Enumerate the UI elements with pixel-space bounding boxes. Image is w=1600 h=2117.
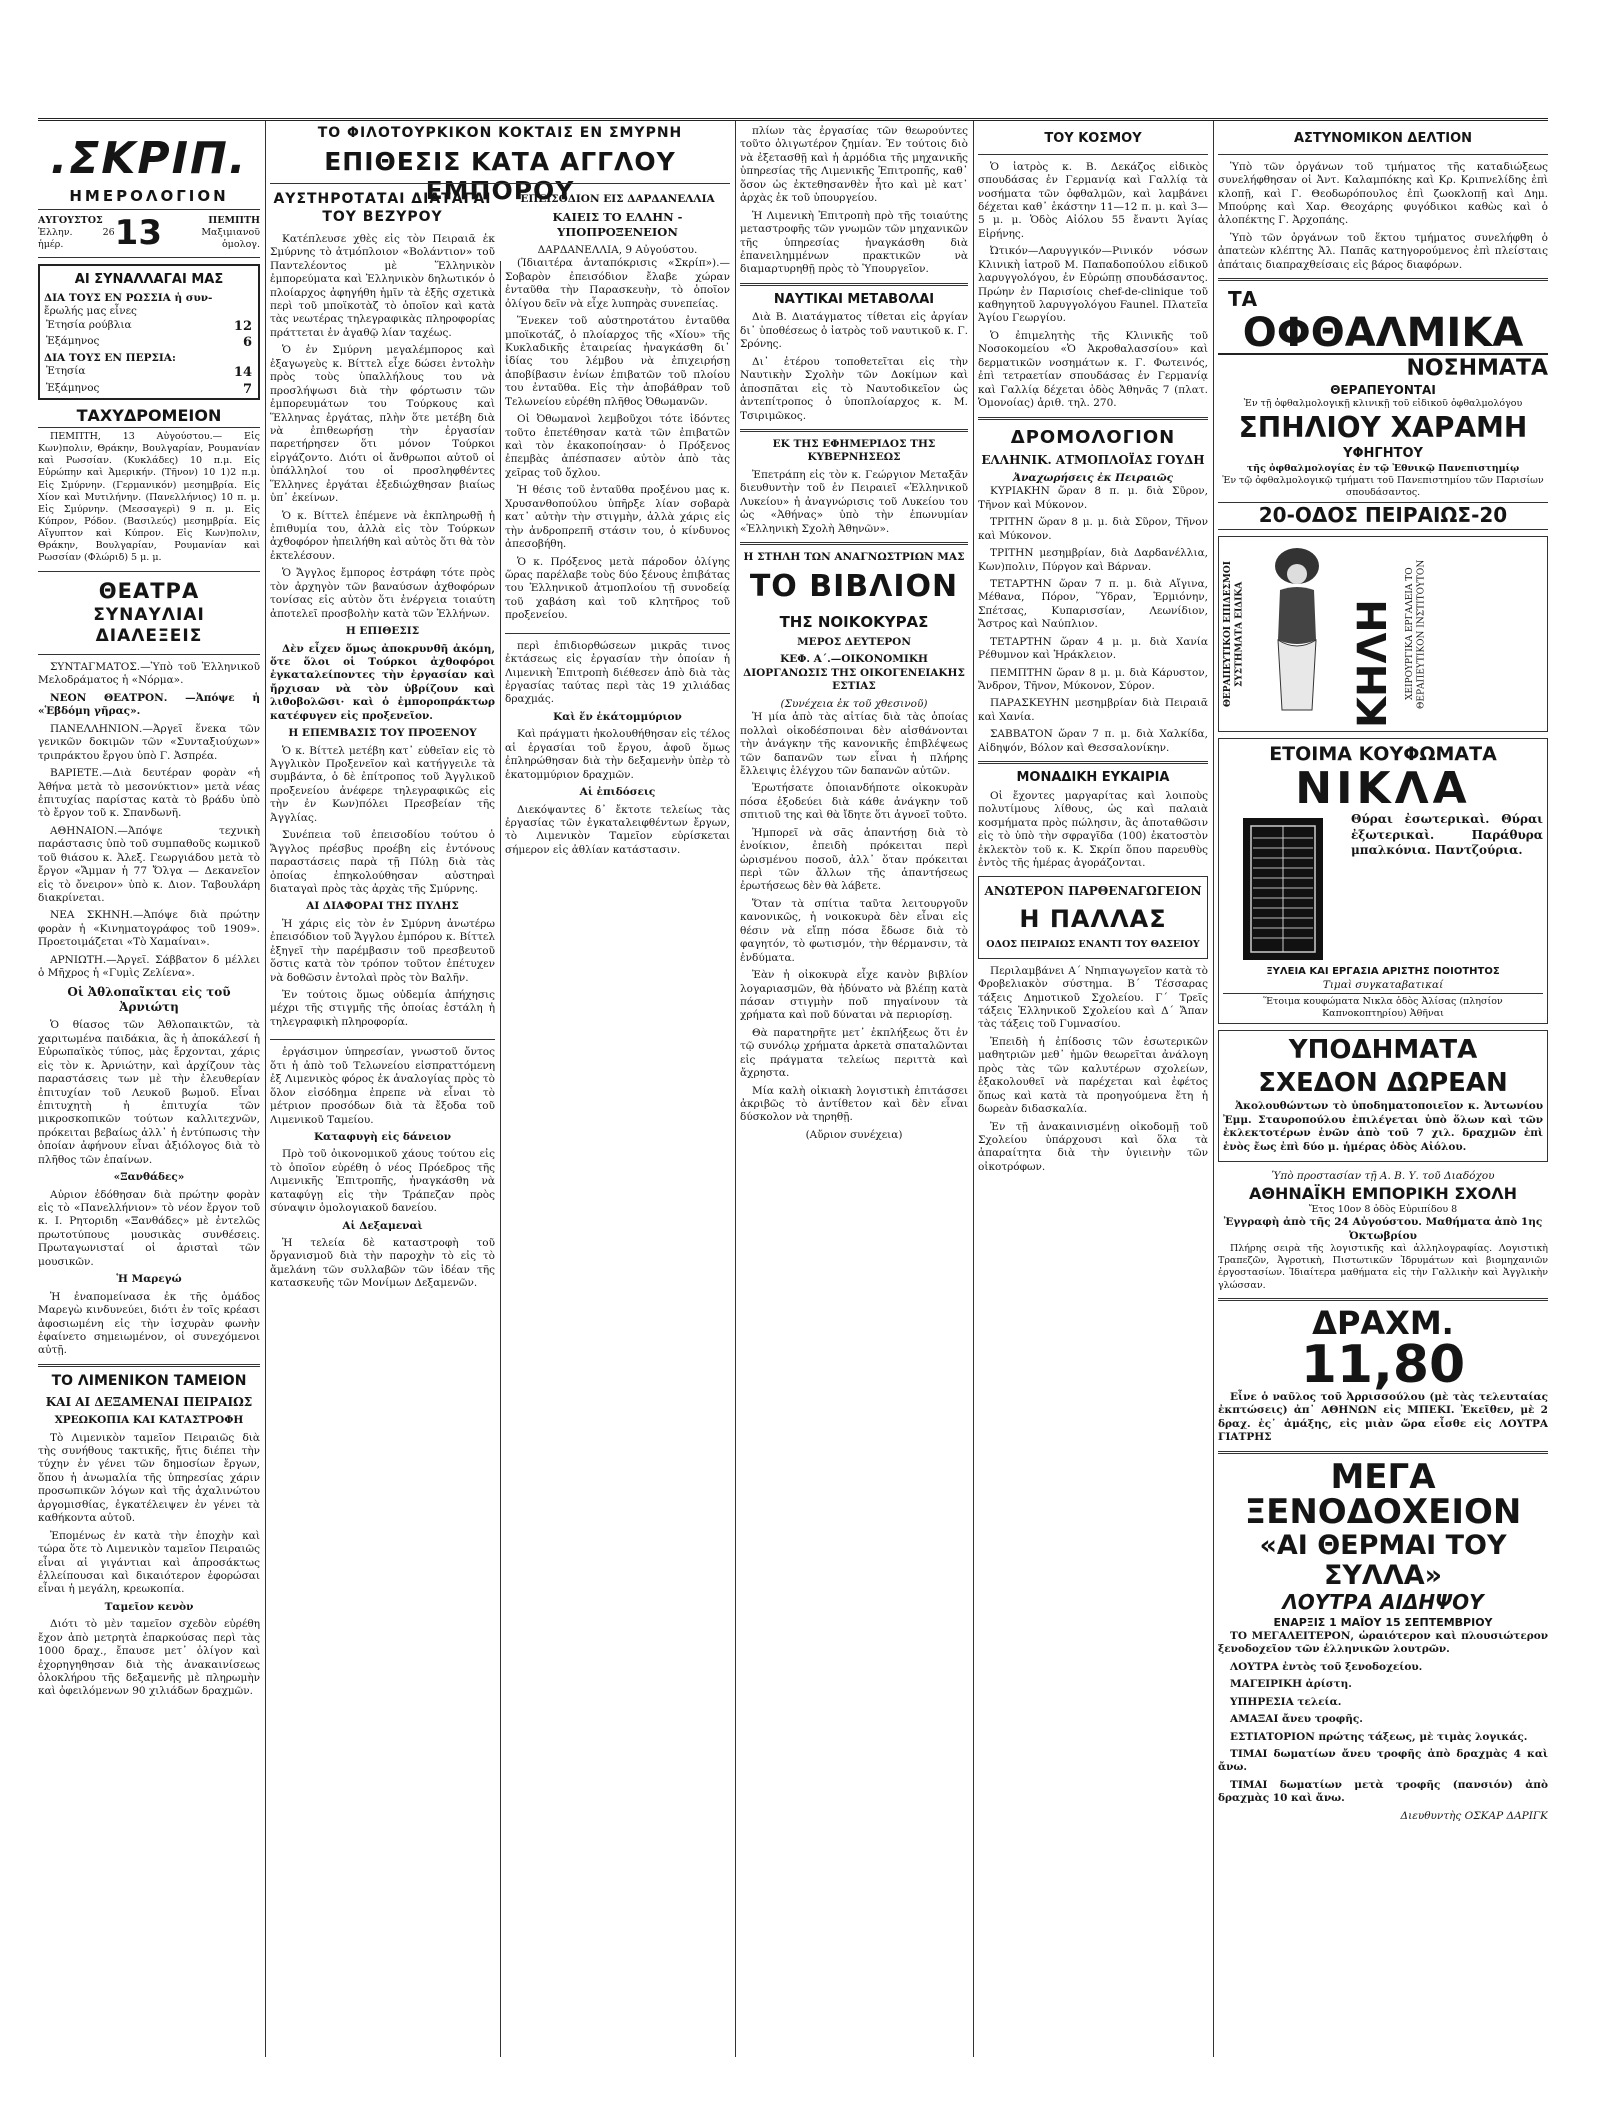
russia-label: ΔΙΑ ΤΟΥΣ ΕΝ ΡΩΣΣΙΑ ἡ συν- [44,291,213,304]
tameion-sub3: Ταμεῖον κενὸν [104,1600,194,1613]
rate-row: Ἐτησία 14 [46,365,252,381]
ypodimata-heading: ΥΠΟΔΗΜΑΤΑ [1288,1034,1478,1065]
enarxis: ΕΝΑΡΞΙΣ 1 ΜΑΪΟΥ 15 ΣΕΠΤΕΜΒΡΙΟΥ [1273,1615,1493,1629]
article-text: ἐργάσιμον ὑπηρεσίαν, γνωστοῦ ὄντος ὅτι ἡ ἀπὸ τοῦ Τελωνείου εἰσπραττόμενη ἐξ Λιμενικὸς φόρος ἐκ ἀναλογίας πρὸς τὸ ὅλον εἰσόδημα ἐπρεπε νὰ εἶναι τὸ μέτριον προσόδων διὰ τὰ ἔξοδα τοῦ Λιμενικοῦ Ταμείου. [270,1046,495,1126]
figure-illustration [1252,540,1342,720]
scholi-text: Πλήρης σειρὰ τῆς λογιστικῆς καὶ ἀλληλογραφίας. Λογιστικὴ Τραπεζῶν, Ἀγροτικὴ, Πιστωτικῶν Ἱδρυμάτων καὶ βιομηχανιῶν ἐργοστασίων. Ἰδιαίτερα μαθήματα εἰς τὴν Γαλλικὴν καὶ Ἀγγλικὴν γλώσσαν. [1218,1243,1548,1291]
article-text: Διὰ Β. Διατάγματος τίθεται εἰς ἀργίαν δι᾽ ὑποθέσεως ὁ ἰατρὸς τοῦ ναυτικοῦ κ. Γ. Σρόνης. [740,311,968,351]
spilios-text: τῆς ὀφθαλμολογίας ἐν τῷ Ἐθνικῷ Πανεπιστημίῳ [1246,462,1520,474]
dateline [38,209,260,259]
article-text: Ἡ Λιμενικὴ Ἐπιτροπὴ πρὸ τῆς τοιαύτης μεταστροφῆς τῶν γνωμῶν τῶν μηχανικῶν τῆς ὑπηρεσίας ἠναγκάσθη διὰ ἐπανειλημμένων πρακτικῶν νὰ διαμαρτυρηθῇ πρὸς τὸ Ὑπουργεῖον. [740,209,968,276]
price-heading: 11,80 [1300,1334,1466,1395]
astynomikon-heading: ΑΣΤΥΝΟΜΙΚΟΝ ΔΕΛΤΙΟΝ [1293,131,1473,146]
dorean-heading: ΣΧΕΔΟΝ ΔΩΡΕΑΝ [1258,1068,1508,1099]
theatre-listing: ΠΑΝΕΛΛΗΝΙΟΝ.—Ἀργεῖ ἕνεκα τῶν γενικῶν δοκιμῶν τῶν «Συνταξιούχων» τριπράκτου ἔργου ὑπὸ Γ. Ἀσπρέα. [38,722,260,762]
article-text: Διεκόψαντες δ᾽ ἔκτοτε τελείως τὰς ἐργασίας τῶν ἐγκαταλειφθέντων ἔργων, τὸ Λιμενικὸν Ταμεῖον εὑρίσκεται σήμερον εἰς ἀθλίαν κατάστασιν. [505,803,730,856]
tameion-text: Διότι τὸ μὲν ταμεῖον σχεδὸν εὑρέθη ἔχον ἀπὸ μετρητὰ ἐπαρκούσας περὶ τὰς 1000 δραχ., ἔπαυσε μετ᾽ ὀλίγον καὶ ἐχορηγηθησαν διὰ τὴς ἀνακαινίσεως ὁλοκλήρου τῆς δεξαμενῆς μὲ πληρωμὴν καὶ ὀφειλόμενων 90 χιλιάδων δραχμῶν. [38,1618,260,1698]
route-item: ΤΡΙΤΗΝ ὥραν 8 μ. μ. διὰ Σῦρον, Τῆνον καὶ Μύκονον. [978,516,1208,542]
xenodocheion-item: ΤΟ ΜΕΓΑΛΕΙΤΕΡΟΝ, ὡραιότερον καὶ πλουσιώτερον ξενοδοχεῖον τῶν ἑλληνικῶν λουτρῶν. [1218,1629,1548,1656]
article-text: Ἠμπορεῖ νὰ σᾶς ἀπαντήσῃ διὰ τὸ ἐνοίκιον, ἐπειδὴ πρόκειται περὶ ὡρισμένου ποσοῦ, ἀλλ᾽ ὅταν πρόκειται περὶ τῶν ἄλλων τῆς ἀπαντήσεως ἐρωτήσεως δὲν θὰ λάβετε. [740,826,968,893]
mariou-text: Ἡ ἐναπομείνασα ἐκ τῆς ὁμάδος Μαρεγὼ κινδυνεύει, διότι ἐν τοῖς κρέασι ἀφοσιωμένη εἰς τὴν ἰσχυρὰν φωνὴν ἐφαίνετο σημειωμένον, οἱ συνεχόμενοι αὐτῇ. [38,1290,260,1357]
article-text: Μία καλὴ οἰκιακὴ λογιστικὴ ἐπιτάσσει ἀκριβῶς τὸ ἀντίθετον καὶ δὲν εἶναι δύσκολον νὰ τηρηθῇ. [740,1084,968,1124]
rates-box [38,264,260,400]
subheading: Αἱ ἐπιδόσεις [579,786,656,799]
route-item: ΣΑΒΒΑΤΟΝ ὥραν 7 π. μ. διὰ Χαλκίδα, Αἰδηψόν, Βόλον καὶ Θεσσαλονίκην. [978,728,1208,754]
xanthe-text: Αὐριον ἐδόθησαν διὰ πρώτην φορὰν εἰς τὸ «Πανελλήνιον» τὸ νέον ἔργον τοῦ κ. Ι. Ρητοριδη «Ξανθάδες» μὲ ἐντελῶς πρωτοτύπους μουσικὰς συνθέσεις. Πρωταγωνισταί οἱ ἀρισταὶ τῶν μουσικῶν. [38,1188,260,1268]
nikla-side-text: Θύραι ἐσωτερικαὶ. Θύραι ἐξωτερικαὶ. Παράθυρα μπαλκόνια. Παντζούρια. [1351,812,1543,858]
article-text: Καὶ πράγματι ἠκολουθήθησαν εἰς τέλος αἱ ἐργασίαι τοῦ ἔργου, ἀφοῦ ὅμως ἐπληρώθησαν διὰ τὴν δεξαμενὴν ὑπὲρ τὸ ἑκατομμύριον δραχμῶν. [505,728,730,781]
article-text: Δι᾽ ἑτέρου τοποθετεῖται εἰς τὴν Ναυτικὴν Σχολὴν τῶν Δοκίμων καὶ ἀποσπᾶται εἰς τὸ Ναυτοδικεῖον ὡς ἀντεπίτροπος ὁ ὑποπλοίαρχος κ. Μ. Τσιριμῶκος. [740,355,968,422]
column-rule [1213,121,1214,2057]
column-rule [265,1231,266,2057]
article-text: Θὰ παρατηρῆτε μετ᾽ ἐκπλήξεως ὅτι ἐν τῷ συνόλῳ χρήματα ἀρκετὰ σπαταλῶνται εἰς πράγματα τελείως περιττὰ καὶ ἄχρηστα. [740,1026,968,1080]
article-text: περὶ ἐπιδιορθώσεων μικρᾶς τινος ἐκτάσεως εἰς ἐργασίαν τὴν ὁποίαν ἡ Λιμενικὴ Ἐπιτροπὴ διέθεσεν ἀπὸ διὰ τὰς ἐργασίας ταύτας περὶ τὰς 19 χιλιάδας δραχμάς. [505,639,730,706]
article-text: Ἐπετράπη εἰς τὸν κ. Γεώργιον Μεταξᾶν διευθυντὴν τοῦ ἐν Πειραιεῖ «Ἑλληνικοῦ Λυκείου» ἡ ἀναγνώρισις τοῦ Λυκείου του ὡς «Ἀθήνας» ὑπὸ τὴν ἐπωνυμίαν «Ἑλληνικὴ Σχολὴ Ἀθηνῶν». [740,468,968,535]
theatre-heading: ΘΕΑΤΡΑ [98,578,200,603]
rate-row: Ἑξάμηνος 6 [46,335,252,351]
xenodocheion-ad [1218,1456,1548,1824]
route-item: ΤΕΤΑΡΤΗΝ ὥραν 4 μ. μ. διὰ Χανία Ρέθυμνον καὶ Ἡράκλειον. [978,635,1208,662]
article-text: Ὁ ἐν Σμύρνη μεγαλέμπορος καὶ ἐξαγωγεὺς κ. Βίττελ εἶχε δώσει ἐντολὴν πρὸς τοὺς ὑπαλλήλους του νὰ προσλήψωσι διὰ τὴν φόρτωσιν τῶν ἐμπορευμάτων του Τούρκους καὶ Ἕλληνας ἐργάτας, πλὴν ὅτε μετέβη διὰ νὰ ἐπιθεωρήσῃ τὴν ἐργασίαν παρετήρησεν ὅτι μόνον Τούρκοι εἰργάζοντο. Διότι οἱ ἄνθρωποι αὐτοῦ οἱ ὑπάλληλοί του οἱ προσληφθέντες Ἕλληνες ἐργάται ἐξεδιώχθησαν βιαίως ὑπ᾽ ἐκείνων. [270,344,495,505]
days-note-right: Μαξιμιανοῦ ὁμολογ. [201,227,260,251]
route-item: ΠΑΡΑΣΚΕΥΗΝ μεσημβρίαν διὰ Πειραιᾶ καὶ Χανία. [978,697,1208,723]
xenodocheion-item: ΑΜΑΞΑΙ ἄνευ τροφῆς. [1230,1713,1363,1726]
weekday-label: ΠΕΜΠΤΗ [208,215,260,227]
article-text: Ὁ Ἄγγλος ἔμπορος ἐστράφη τότε πρὸς τὸν ἀρχηγὸν τῶν βαναύσων ἀχθοφόρων τονίσας εἰς αὐτὸν ὅτι ἐνέργεια τοιαύτη ἀποτελεῖ προσβολὴν κατὰ τῶν Ἑλλήνων. [270,567,495,620]
ad-text: Ὁ ἰατρὸς κ. Β. Δεκάζος εἰδικὸς σπουδάσας ἐν Γερμανίᾳ καὶ Γαλλίᾳ τὰ νοσήματα τῶν ὀφθαλμῶν, καὶ λαμβάνει δέχεται καθ᾽ ἑκάστην 11—12 π. μ. καὶ 3—5 μ. μ. Ὁδὸς Αἰόλου 55 ἔναντι Ἁγίας Εἰρήνης. [978,160,1208,240]
newspaper-sheet [38,118,1548,2057]
xanthe-heading: «Ξανθάδες» [113,1171,185,1184]
theatre-body: Ὁ θίασος τῶν Ἀθλοπαικτῶν, τὰ χαριτωμένα παιδάκια, ἃς ἡ ἀποκάλεσί ἡ Εὐρωπαϊκὸς τύπος, μὰς ἔρχονται, χάρις εἰς τὸν κ. Ἀρνιώτην, καὶ ἀρχίζουν τὰς παραστάσεις των μὲ τὴν ἐλευθερίαν ἐπιτυχίαν τοῦ Λευκοῦ βωμοῦ. Εἶναι ἐπιτυχητὴ ἡ ἐπιτυχία τῶν μικροσκοπικῶν τούτων καλλιτεχνῶν, πρόκειται βεβαίως ἀλλ᾽ ἡ ἐντύπωσις τὴν ὁποίαν ἀφήνουν εἶναι ἀξιόλογος διὰ τὸ πλῆθος τῶν ἐπαίνων. [38,1019,260,1166]
akili-heading: ΚΗΛΗ [1350,599,1397,728]
article-text: Ἐν τούτοις ὅμως οὐδεμία ἀπήχησις μέχρι τῆς στιγμῆς τῆς ὁποίας ἐστάλη ἡ τηλεγραφικὴ πληροφορία. [270,989,495,1028]
scholi-heading: ΑΘΗΝΑΪΚΗ ΕΜΠΟΡΙΚΗ ΣΧΟΛΗ [1249,1183,1517,1203]
xenodocheion-heading: ΜΕΓΑ ΞΕΝΟΔΟΧΕΙΟΝ [1244,1456,1522,1533]
article-text: Συνέπεια τοῦ ἐπεισοδίου τούτου ὁ Ἄγγλος πρέσβυς προέβη εἰς ἐντόνους παραστάσεις παρὰ τῇ Πύλῃ διὰ τὰς ὁποίας ἐπηκολούθησαν αὐστηραὶ διαταγαὶ πρὸς τὰς ἀρχὰς τῆς Σμύρνης. [270,829,495,895]
rates-heading: ΑΙ ΣΥΝΑΛΛΑΓΑΙ ΜΑΣ [40,272,258,289]
dromologion-sub: ΕΛΛΗΝΙΚ. ΑΤΜΟΠΛΟΪΑΣ ΓΟΥΔΗ [981,452,1205,467]
article-text: (Ἰδιαιτέρα ἀνταπόκρισις «Σκρίπ»).—Σοβαρὸν ἐπεισόδιον ἔλαβε χώραν ἐνταῦθα τὴν Παρασκευὴν, τὸ ὁποῖον ὀλίγου δεῖν νὰ εἶχε λυπηρὰς συνεπείας. [505,257,730,310]
signature: Διευθυντὴς ΟΣΚΑΡ ΔΑΡΙΓΚ [1400,1809,1548,1822]
nosimata-heading: ΝΟΣΗΜΑΤΑ [1406,355,1548,381]
article-text: Ἐὰν ἡ οἰκοκυρὰ εἶχε κανὸν βιβλίον λογαριασμῶν, θὰ ἠδύνατο νὰ βλέπῃ κατὰ πάσαν στιγμὴν ποῦ πηγαίνουν τὰ χρήματα καὶ ποῦ δύναται νὰ περιορίσῃ. [740,969,968,1022]
day-number: 13 [114,212,162,253]
price-text: Εἶνε ὁ ναῦλος τοῦ Ἀρρισσούλου (μὲ τὰς τελευταίας ἐκπτώσεις) ἀπ᾽ ΑΘΗΝΩΝ εἰς ΜΠΕΚΙ. Ἐκεῖθεν, μὲ 2 δραχ. ἐς᾽ ἀμάξης, εἰς μιὰν ὥρα εἶσθε εἰς ΛΟΥΤΡΑ ΓΙΑΤΡΗΣ [1218,1390,1548,1444]
ypodimata-ad [1218,1030,1548,1162]
ad-text: Ὠτικόν—Λαρυγγικόν—Ρινικόν νόσων Κλινικὴ ἰατροῦ Μ. Παπαδοπούλου εἰδικοῦ λαρυγγολόγου, ἐν Εὐρώπῃ σπουδάσαντος. Πρώην ἐν Παρισίοις chef-de-clinique τοῦ καθηγητοῦ λαρυγγολόγου Faunel. Πλατεῖα Ἁγίου Γεωργίου. [978,245,1208,325]
ofthalmika-heading: ΟΦΘΑΛΜΙΚΑ [1218,313,1548,355]
therapevontai: ΘΕΡΑΠΕΥΟΝΤΑΙ [1330,382,1436,397]
nikla-heading: ΝΙΚΛΑ [1295,763,1471,815]
theatre-listing: ΣΥΝΤΑΓΜΑΤΟΣ.—Ὑπὸ τοῦ Ἑλληνικοῦ Μελοδράματος ἡ «Νόρμα». [38,661,260,687]
article-text: Ὑπὸ τῶν ὀργάνων τοῦ τμήματος τῆς καταδιώξεως συνελήφθησαν οἱ Ἀντ. Καλαμπόκης καὶ Κρ. Κριπνελίδης ἐπὶ κλοπῇ, καὶ Γ. Θεοδωρόπουλος ἐπὶ ζωοκλοπῇ καὶ Δημ. Μπούρης καὶ Χαρ. Θεοχάρης φυγόδικοι καθὼς καὶ ὁ ἀλοπέκτης Γ. Ἀρχοπάης. [1218,160,1548,227]
column-rule [265,121,266,1231]
pallas-ad [978,876,1208,958]
ta-heading: ΤΑ [1228,287,1258,312]
efimeris-heading: ΕΚ ΤΗΣ ΕΦΗΜΕΡΙΔΟΣ ΤΗΣ ΚΥΒΕΡΝΗΣΕΩΣ [772,437,936,464]
xenodocheion-item: ΤΙΜΑΙ δωματίων μετὰ τροφῆς (πανσιόν) ἀπὸ δραχμὰς 10 καὶ ἄνω. [1218,1778,1548,1805]
dromologion-heading: ΔΡΟΜΟΛΟΓΙΟΝ [1010,426,1176,448]
yfigitou: ΥΦΗΓΗΤΟΥ [1343,446,1423,462]
meros-heading: ΜΕΡΟΣ ΔΕΥΤΕΡΟΝ [797,636,911,649]
article-text: Ἡ θέσις τοῦ ἐνταῦθα προξένου μας κ. Χρυσανθοπούλου ὑπῆρξε λίαν σοβαρὰ κατ᾽ αὐτὴν τὴν στιγμὴν, ἀλλὰ χάρις εἰς τὴν ἀνδροπρεπῆ στάσιν του, ὁ κίνδυνος ἀπεσοβήθη. [505,484,730,551]
parthenagogeion-heading: ΑΝΩΤΕΡΟΝ ΠΑΡΘΕΝΑΓΩΓΕΙΟΝ [984,884,1202,899]
rate-row: Ἑξάμηνος 7 [46,381,252,397]
column-rule [973,121,974,2057]
loutra-heading: ΛΟΥΤΡΑ ΑΙΔΗΨΟΥ [1282,1590,1484,1615]
thermai-heading: «ΑΙ ΘΕΡΜΑΙ ΤΟΥ ΣΥΛΛΑ» [1259,1529,1507,1591]
nikla-address: Ἕτοιμα κουφώματα Νικλα ὁδὸς Ἀλίσας (πλησίον Καπνοκοπτηρίου) Ἀθῆναι [1223,993,1543,1020]
koufomata-heading: ΕΤΟΙΜΑ ΚΟΥΦΩΜΑΤΑ [1269,742,1497,765]
month-label: ΑΥΓΟΥΣΤΟΣ [38,215,103,227]
article-text: Ὅταν τὰ σπίτια ταῦτα λειτουργοῦν κανονικῶς, ἡ νοικοκυρὰ δὲν εἶναι εἰς θέσιν νὰ εἴπῃ πόσα ἔδωσε διὰ τὸ φαγητόν, τὸ φωτισμόν, τὴν θέρμανσιν, τὰ ἐνδύματα. [740,897,968,964]
ad-text: Ἐν τῇ ἀνακαινισμένῃ οἰκοδομῇ τοῦ Σχολείου ὑπάρχουσι καὶ ὅλα τὰ ἀπαραίτητα διὰ τὴν ὑγιεινὴν τῶν οἰκοτρόφων. [978,1120,1208,1173]
masthead-subtitle: ΗΜΕΡΟΛΟΓΙΟΝ [69,187,229,206]
estia-heading: Η ΣΤΗΛΗ ΤΩΝ ΑΝΑΓΝΩΣΤΡΙΩΝ ΜΑΣ [743,551,965,563]
banner-sub: ΑΥΣΤΗΡΟΤΑΤΑΙ ΔΙΑΤΑΓΑΙ ΤΟΥ ΒΕΖΥΡΟΥ [273,191,492,225]
tameion-sub2: ΧΡΕΩΚΟΠΙΑ ΚΑΙ ΚΑΤΑΣΤΡΟΦΗ [54,1414,244,1427]
article-text: Ἕνεκεν τοῦ αὐστηροτάτου ἐνταῦθα μποϊκοτάζ, ὁ πλοίαρχος τῆς «Χίου» τῆς Κυκλαδικῆς ἑταιρείας ἠναγκάσθη δι᾽ ἰδίας του λέμβου νὰ ἐπιχειρήσῃ ἀποβίβασιν ἐνίων ἐπιβατῶν τοῦ πλοίου του ἐνταῦθα. Εἰς τὴν ἀποβάθραν τοῦ Τελωνείου εὑρέθη πλῆθος Ὀθωμανῶν. [505,315,730,408]
article-text: Ὁ κ. Βίττελ μετέβη κατ᾽ εὐθεῖαν εἰς τὸ Ἀγγλικὸν Προξενεῖον καὶ κατήγγειλε τὰ συμβάντα, ὁ δὲ ἐπίτροπος τοῦ Ἀγγλικοῦ προξενείου ἀνέφερε τηλεγραφικῶς εἰς τὴν ἐν Κων)πόλει Πρεσβείαν τῆς Ἀγγλίας. [270,744,495,824]
subheading: Αἱ Δεξαμεναὶ [342,1219,423,1232]
article-text: Δὲν εἶχεν ὅμως ἀποκρυνθῆ ἀκόμη, ὅτε ὅλοι οἱ Τούρκοι ἀχθοφόροι ἐγκαταλείποντες τὴν ἐργασίαν καὶ ἤρχισαν νὰ τὸν ὑβρίζουν καὶ λιθοβολῶσι· καὶ ὁ ἐμποροπράκτωρ κατέφυγεν εἰς προξενεῖον. [270,642,495,722]
article-text: Ὁ κ. Βίττελ ἐπέμενε νὰ ἐκπληρωθῇ ἡ ἐπιθυμία του, ἀλλὰ εἰς τὸν Τούρκων ἀχθοφόρον ἠπειλήθη καὶ αὐτὸς ὅτι θὰ τὸν ἐκτελέσουν. [270,509,495,562]
mariou-heading: Ἡ Μαρεγώ [116,1273,182,1286]
xenodocheion-item: ΛΟΥΤΡΑ ἐντὸς τοῦ ξενοδοχείου. [1230,1660,1423,1673]
article-text: Οἱ Ὀθωμανοὶ λεμβοῦχοι τότε ἰδόντες τοῦτο ἐπετέθησαν κατὰ τῶν ἐπιβατῶν καὶ τὸν ἐκακοποίησαν· ὁ Πρόξενος ἐπεμβὰς ἀπέσπασεν αὐτὸν ἀπὸ τὰς χεῖρας τοῦ ὄχλου. [505,413,730,479]
akili-right-text: ΧΕΙΡΟΥΡΓΙΚΑ ΕΡΓΑΛΕΙΑ ΤΟ ΘΕΡΑΠΕΥΤΙΚΟΝ ΙΝΣΤΙΤΟΥΤΟΝ [1405,559,1427,709]
spilios-text2: Ἐν τῷ ὀφθαλμολογικῷ τμήματι τοῦ Πανεπιστημίου τῶν Παρισίων σπουδάσαντος. [1222,475,1544,499]
subheading: Καὶ ἕν ἑκάτομμύριον [553,710,682,723]
anachoriseis: Ἀναχωρήσεις ἐκ Πειραιῶς [1012,471,1174,484]
article-text: πλίων τὰς ἐργασίας τῶν θεωρούντες τοῦτο ὀλιγωτέρον ζημίαν. Ἐν τούτοις διὸ νὰ ἐξετασθῇ καὶ ἡ ἀρμόδια τῆς μηχανικῆς ὑπηρεσίας τῆς Λιμενικῆς Ἐπιτροπῆς, καθ᾽ ὅσον ὡς ἐκτεθησανθὲν ἦτο καὶ μὲ κατ᾽ ἀρχὰς ἐκ τοῦ ὑπουργείου. [740,125,968,205]
route-item: ΠΕΜΠΤΗΝ ὥραν 8 μ. μ. διὰ Κάρυστον, Ἄνδρον, Τῆνον, Μύκονον, Σύρον. [978,666,1208,693]
article-text: Κατέπλευσε χθὲς εἰς τὸν Πειραιᾶ ἐκ Σμύρνης τὸ ἀτμόπλοιον «Βολάντιον» τοῦ Παντελέοντος μὲ Ἕλληνικὸν ἐμπορεύματα καὶ Ἑλληνικὸν δηλωτικόν ὁ πλοίαρχος ἀφηγήθη ἡμῖν τὰ ἐξῆς σχετικὰ περὶ τοῦ μποϊκοτὰζ τὸ ὁποῖον καὶ κατὰ τὰς νεωτέρας τηλεγραφικὰς πληροφορίας πράττεται ἐν ἀγαθῷ λίαν ταχέως. [270,232,495,339]
nikla-price: Τιμαὶ συγκαταβατικαί [1322,979,1444,992]
spilios-address: 20-ΟΔΟΣ ΠΕΙΡΑΙΩΣ-20 [1218,502,1548,530]
subheading: Καταφυγὴ εἰς δάνειον [314,1130,451,1143]
kaieis-heading: ΚΑΙΕΙΣ ΤΟ ΕΛΛΗΝ - ΥΠΟΠΡΟΞΕΝΕΙΟΝ [552,210,683,240]
drachm-heading: ΔΡΑΧΜ. [1312,1303,1454,1342]
article-text: Πρὸ τοῦ ὀικονομικοῦ χάους τούτου εἰς τὸ ὁποῖον εὑρέθη ὁ νέος Πρόεδρος τῆς Λιμενικῆς Ἐπιτροπῆς, ἠναγκάσθη νὰ καταφύγῃ εἰς τὴν Τράπεζαν πρὸς σύναψιν ὁμολογιακοῦ δανείου. [270,1148,495,1215]
dardanellia-heading: ΕΠΕΙΣΟΔΙΟΝ ΕΙΣ ΔΑΡΔΑΝΕΛΛΙΑ [520,193,715,205]
theatre-listing: ΑΘΗΝΑΙΟΝ.—Ἀπόψε τεχνικὴ παράστασις ὑπὸ τοῦ συμπαθοῦς κωμικοῦ τοῦ θιάσου κ. Ἀλεξ. Γεωργιάδου μετὰ τὸ ἔργον «Ἄμμαν ἡ 77 Ὄλγα — Δεκανεῖον εἰς τὸ ὄνειρον» ὑπὸ κ. Διον. Ταβουλάρη διακρίνεται. [38,824,260,905]
ofthalmika-ad [1218,287,1548,530]
efkairia-heading: ΜΟΝΑΔΙΚΗ ΕΥΚΑΙΡΙΑ [1016,770,1170,786]
akili-ad [1218,536,1548,732]
door-illustration [1223,814,1343,964]
article-text: Ἡ τελεία δὲ καταστροφὴ τοῦ ὄργανισμοῦ διὰ τὴν παροχὴν τὸ εἰς τὸ ἄμελάνη τῶν συλλαβῶν τῶν ἱδέαν τῆς κατασκευῆς τῶν Μονίμων Δεξαμενῶν. [270,1237,495,1290]
xenodocheion-item: ΥΠΗΡΕΣΙΑ τελεία. [1230,1695,1342,1708]
spilios-heading: ΣΠΗΛΙΟΥ ΧΑΡΑΜΗ [1238,411,1528,445]
subheading: Η ΕΠΕΜΒΑΣΙΣ ΤΟΥ ΠΡΟΞΕΝΟΥ [288,727,477,740]
tameion-text: Ἐπομένως ἐν κατὰ τὴν ἐποχὴν καὶ τώρα ὅτε τὸ Λιμενικὸν ταμεῖον Πειραιῶς εἶναι αἱ γιγάντιαι καὶ ἀπροσάκτως ἐλλείπουσαι καὶ δικαιότερον ἐφορώσαι εἶναι ἡ μεγάλη, κρεωκοπία. [38,1529,260,1596]
ypo-text: Ὑπὸ προστασίαν τῇ Α. Β. Υ. τοῦ Διαδόχου [1271,1170,1495,1183]
route-item: ΚΥΡΙΑΚΗΝ ὥραν 8 π. μ. διὰ Σῦρον, Τῆνον καὶ Μύκονον. [978,485,1208,511]
russia-sub: ἔρωλής μας εἶνες [44,305,137,318]
synecheia: (Συνέχεια ἐκ τοῦ χθεσινοῦ) [780,697,928,710]
ad-text: Ὁ ἐπιμελητὴς τῆς Κλινικῆς τοῦ Νοσοκομείου «Ὁ Ἀκροθαλασσίου» καὶ δερματικῶν νοσημάτων κ. Γ. Φωτεινός, ἐπὶ τετραετίαν σπουδάσας ἐν Γερμανίᾳ καὶ Γαλλίᾳ δέχεται ὁδὸς Ἀθηνᾶς 7 (πλατ. Ὁμονοίας) ἀριθ. τηλ. 270. [978,329,1208,410]
xenodocheion-item: ΕΣΤΙΑΤΟΡΙΟΝ πρώτης τάξεως, μὲ τιμὰς λογικάς. [1230,1730,1528,1743]
concerts-heading: ΣΥΝΑΥΛΙΑΙ [93,604,205,625]
tameion-sub: ΚΑΙ ΑΙ ΔΕΞΑΜΕΝΑΙ ΠΕΙΡΑΙΩΣ [45,1394,253,1409]
noikokyras-heading: ΤΗΣ ΝΟΙΚΟΚΥΡΑΣ [779,612,929,631]
masthead-title: .ΣΚΡΙΠ. [50,133,248,184]
column-4 [740,125,968,2057]
column-6 [1218,125,1548,2057]
scholi-sub: Ἔτος 10ον 8 ὁδὸς Εὐριπίδου 8 [1308,1204,1458,1216]
scholi-date: Ἐγγραφὴ ἀπὸ τῆς 24 Αὐγούστου. Μαθήματα ἀπὸ 1ης Ὀκτωβρίου [1223,1216,1543,1242]
xenodocheion-item: ΜΑΓΕΙΡΙΚΗ ἀρίστη. [1230,1678,1352,1691]
ofthalmika-text: Ἐν τῇ ὀφθαλμολογικῇ κλινικῇ τοῦ εἰδικοῦ ὀφθαλμολόγου [1243,398,1523,410]
subheading: Η ΕΠΙΘΕΣΙΣ [345,625,420,638]
pallas-heading: Η ΠΑΛΛΑΣ [1019,904,1167,933]
ad-text: Περιλαμβάνει Α΄ Νηπιαγωγεῖον κατὰ τὸ Φροβελιακὸν σύστημα. Β΄ Τέσσαρας τάξεις Δημοτικοῦ Σχολείου. Γ΄ Τρεῖς τάξεις Ἑλληνικοῦ Σχολείου καὶ Δ΄ Ἄπαν τὰς τάξεις τοῦ Γυμνασίου. [978,964,1208,1031]
post-heading: ΤΑΧΥΔΡΟΜΕΙΟΝ [38,406,260,427]
tameion-text: Τὸ Λιμενικὸν ταμεῖον Πειραιῶς διὰ τὴς συνήθους τακτικῆς, ἤτις διέπει τὴν τύχην ἐν γένει τῶν δημοσίων ἔργων, ὅπου ἡ ἀνωμαλία τῆς ὑπηρεσίας χάριν προσωπικῶν λόγων καὶ τῆς ἀχαλινώτου ἀργομισθίας, ἐγκατέλειψεν ἐν γένει τὰ καθήκοντα αὐτοῦ. [38,1431,260,1525]
vivlion-heading: ΤΟ ΒΙΒΛΙΟΝ [749,569,959,605]
xenodocheion-item: ΤΙΜΑΙ δωματίων ἄνευ τροφῆς ἀπὸ δραχμὰς 4 καὶ ἄνω. [1218,1748,1548,1774]
subheading: ΑΙ ΔΙΑΦΟΡΑΙ ΤΗΣ ΠΥΛΗΣ [306,900,459,913]
days-note-left: Ἑλλην. 26 ἡμέρ. [38,227,115,251]
closing-note: (Αὔριον συνέχεια) [805,1128,903,1141]
article-text: Ἡ μία ἀπὸ τὰς αἰτίας διὰ τὰς ὁποίας πολλαὶ οἰκοδέσποιναι δὲν αἰσθάνονται τὴν ἀνάγκην τῆς κανονικῆς ἐπιβλέψεως τῶν δαπανῶν των εἶναι ἡ πλήρης ἔλλειψις ἐλέγχου τῶν δαπανῶν αὐτῶν. [740,711,968,777]
tameion-heading: ΤΟ ΛΙΜΕΝΙΚΟΝ ΤΑΜΕΙΟΝ [51,1372,247,1389]
article-text: Ὑπὸ τῶν ὀργάνων τοῦ ἕκτου τμήματος συνελήφθη ὁ ἀπατεὼν κλέπτης Ἀλ. Παπᾶς κατηγορούμενος ἐπὶ πλείσταις ἀπάταις διαπραχθείσαις εἰς βάρος διαφόρων. [1218,231,1548,271]
dateline-dardanellia: ΔΑΡΔΑΝΕΛΛΙΑ, 9 Αὐγούστου. [537,243,698,256]
naftikai-heading: ΝΑΥΤΙΚΑΙ ΜΕΤΑΒΟΛΑΙ [773,291,935,307]
athlopaiktai-heading: Οἱ Ἀθλοπαῖκται εἰς τοῦ Ἀρνιώτη [67,984,231,1014]
theatre-listing: ΝΕΟΝ ΘΕΑΤΡΟΝ. —Ἀπόψε ἡ «Ἑβδόμη γῆρας». [38,691,260,718]
article-text: Ἡ χάρις εἰς τὸν ἐν Σμύρνη ἀνωτέρω ἐπεισόδιον τοῦ Ἄγγλου ἐμπόρου κ. Βίττελ ἐξηγεῖ τὴν παρέμβασιν τοῦ πρεσβευτοῦ ὅστις κατὰ τὸν τρόπον τοῦτον ἐπέτυχεν νὰ δοθῶσιν ἐντολαὶ πρὸς τὸν Βαλῆν. [270,917,495,984]
article-text: Ὁ κ. Πρόξενος μετὰ πάροδον ὀλίγης ὥρας παρέλαβε τοὺς δύο ξένους ἐπιβάτας του Ἑλληνικοῦ ἀτμοπλοίου τῇ συνοδείᾳ τοῦ χαβάση καὶ τοῦ κλητῆρος τοῦ προξενείου. [505,555,730,622]
akili-side-text: ΘΕΡΑΠΕΥΤΙΚΟΙ ΕΠΙΔΕΣΜΟΙ ΣΥΣΤΗΜΑΤΑ ΕΙΔΙΚΑ [1223,560,1245,707]
nikla-foot: ΞΥΛΕΙΑ ΚΑΙ ΕΡΓΑΣΙΑ ΑΡΙΣΤΗΣ ΠΟΙΟΤΗΤΟΣ [1266,966,1500,978]
column-5 [978,125,1208,2057]
banner-top: ΤΟ ΦΙΛΟΤΟΥΡΚΙΚΟΝ ΚΟΚΤΑΙΣ ΕΝ ΣΜΥΡΝΗ [317,125,683,141]
column-rule [500,261,501,2057]
rate-row: Ἐτησία ρούβλια 12 [46,318,252,334]
ad-text: Ἐπειδὴ ἡ ἐπίδοσις τῶν ἐσωτερικῶν μαθητριῶν μεθ᾽ ἡμῶν θεωρεῖται ἀνάλογη πρὸς τὰς τῶν καλυτέρων σχολείων, ἐξακολουθεῖ νὰ παρέχεται καὶ ἐφέτος ὅπως καὶ κατὰ τὰ προηγούμενα ἔτη ἡ δωρεὰν διδασκαλία. [978,1035,1208,1116]
nikla-ad [1218,738,1548,1024]
ad-text: Οἱ ἔχοντες μαργαρίτας καὶ λοιποὺς πολυτίμους λίθους, ὡς καὶ παλαιὰ κοσμήματα πρὸς πώλησιν, ἂς ἀποταθῶσιν εἰς τὸ ὑπὸ τὴν σφραγῖδα (100) ἐκατοστὸν ἐκλεκτὸν τοῦ κ. Κ. Σκρίπ ὅπου παρευθὺς ἐντὸς τῆς ἡμέρας ἀγοράζονται. [978,789,1208,870]
route-item: ΤΡΙΤΗΝ μεσημβρίαν, διὰ Δαρδανέλλια, Κων)πολιν, Πύργον καὶ Βάρναν. [978,547,1208,573]
theatre-listing: ΒΑΡΙΕΤΕ.—Διὰ δευτέραν φορὰν «ἡ Ἀθήνα μετὰ τὸ μεσονύκτιον» μετὰ νέας ἐπιτυχίας παρίστας κατὰ τὸ βράδυ ὑπὸ τὸ ἔργον τοῦ κ. Σπανδωνῆ. [38,767,260,820]
fare-ad [1218,1303,1548,1445]
banner-main: ΕΠΙΘΕΣΙΣ ΚΑΤΑ ΑΓΓΛΟΥ ΕΜΠΟΡΟΥ [324,147,676,205]
column-2 [270,189,495,2057]
persia-label: ΔΙΑ ΤΟΥΣ ΕΝ ΠΕΡΣΙΑ: [44,351,176,364]
route-item: ΤΕΤΑΡΤΗΝ ὥραν 7 π. μ. διὰ Αἴγινα, Μέθανα, Πόρον, Ὕδραν, Ἑρμιόνην, Σπέτσας, Κυπαρισσίαν, Λεωνίδιον, Ἄστρος καὶ Ναύπλιον. [978,577,1208,631]
column-3 [505,189,730,2057]
ypodimata-text: Ἀκολουθώντων τὸ ὑποδηματοποιεῖον κ. Ἀντωνίου Ἐμμ. Σταυροπούλου ἐπιλέγεται ὑπὸ ὅλων καὶ τῶν ἐκλεκτοτέρων ἐνῶν ἀπὸ τοῦ 7 χιλ. δραχμῶν ἐπὶ ἑνὸς ἔως ἐπὶ δύο μ. ἡμέρας ὁδὸς Αἰόλου. [1223,1100,1543,1153]
pallas-address: ΟΔΟΣ ΠΕΙΡΑΙΩΣ ΕΝΑΝΤΙ ΤΟΥ ΘΑΣΕΙΟΥ [986,938,1200,950]
kef-heading: ΚΕΦ. Α΄.—ΟΙΚΟΝΟΜΙΚΗ ΔΙΟΡΓΑΝΩΣΙΣ ΤΗΣ ΟΙΚΟΓΕΝΕΙΑΚΗΣ ΕΣΤΙΑΣ [743,653,965,693]
post-text: ΠΕΜΠΤΗ, 13 Αὐγούστου.— Εἰς Κων)πολιν, Θράκην, Βουλγαρίαν, Ρουμανίαν καὶ Ρωσσίαν. (Κυκλάδες) 10 π.μ. Εἰς Εὐρώπην καὶ Ἀμερικήν. (Τῆνον) 10 1)2 π.μ. Εἰς Σμύρνην. (Γερμανικόν) μεσημβρία. Εἰς Χίον καὶ Μυτιλήνην. (Πανελλήνιος) 10 π. μ. Εἰς Σμύρνην. (Μεσσαγερὶ) 9 π. μ. Εἰς Κύπρον, Ρόδον. (Βασιλεύς) μεσημβρία. Εἰς Αἴγυπτον καὶ Κύπρον. Εἰς Κων)πολιν, Θράκην, Βουλγαρίαν, Ρουμανίαν καὶ Ρωσσίαν (Φλώριδ) 5 μ. μ. [38,430,260,564]
column-1 [38,125,260,2057]
kosmou-heading: ΤΟΥ ΚΟΣΜΟΥ [1044,131,1142,146]
theatre-listing: ΝΕΑ ΣΚΗΝΗ.—Ἀπόψε διὰ πρώτην φορὰν ἡ «Κινηματογράφος τοῦ 1909». Προετοιμάζεται «Τὸ Χαμαίναι». [38,909,260,949]
lectures-heading: ΔΙΑΛΕΞΕΙΣ [95,626,203,647]
column-rule [735,121,736,2057]
theatre-listing: ΑΡΝΙΩΤΗ.—Ἀργεῖ. Σάββατον δ μέλλει ὁ Μῆχρος ἡ «Γυμὶς Ζελίενα». [38,953,260,980]
article-text: Ἐρωτήσατε ὁποιανδήποτε οἰκοκυρὰν πόσα ἐξοδεύει διὰ κάθε ἀνάγκην τοῦ σπιτιοῦ της καὶ θὰ ἴδητε ὅτι ἀγνοεῖ τοῦτο. [740,782,968,822]
